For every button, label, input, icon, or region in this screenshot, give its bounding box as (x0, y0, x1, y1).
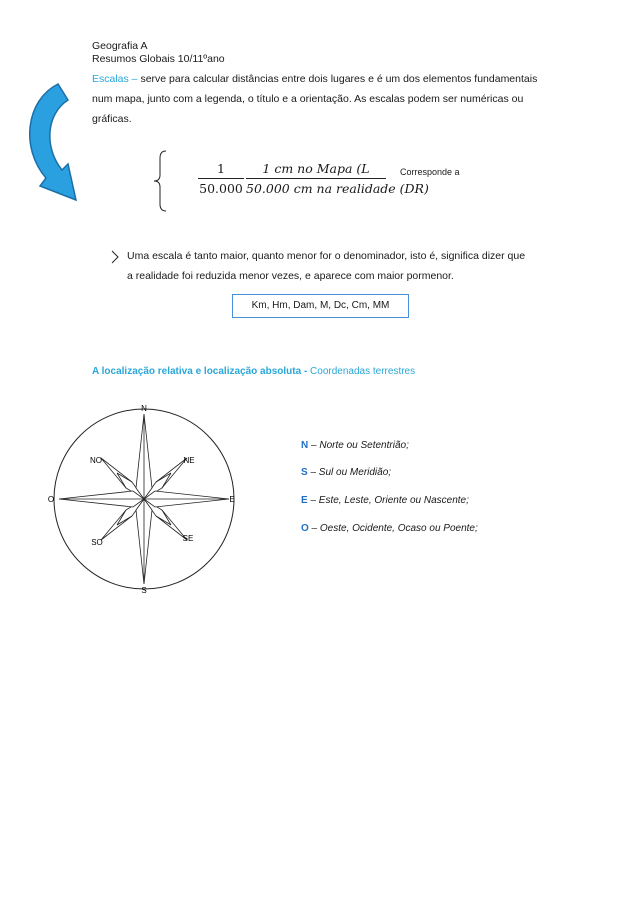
section-title-bold: A localização relativa e localização absoluta - (92, 366, 308, 377)
legend-key-e: E (301, 495, 308, 506)
fraction-right (246, 161, 429, 196)
legend-key-s: S (301, 467, 308, 478)
legend-text-n: – Norte ou Setentrião; (308, 440, 409, 451)
legend-item-n (301, 440, 409, 451)
section-title-rest: Coordenadas terrestres (307, 366, 416, 377)
legend-item-o (301, 523, 478, 534)
legend-text-s: – Sul ou Meridião; (307, 467, 392, 478)
formula-note: Corresponde a (400, 167, 460, 177)
legend-key-o: O (301, 523, 309, 534)
bullet-line2: a realidade foi reduzida menor vezes, e aparece com maior pormenor. (127, 270, 454, 282)
compass-label-no: NO (90, 456, 102, 465)
escalas-line2: num mapa, junto com a legenda, o título e a orientação. As escalas podem ser numéricas ou (92, 93, 524, 105)
compass-label-s: S (141, 586, 147, 595)
compass-label-e: E (229, 495, 235, 504)
fraction-left-numerator: 1 (217, 161, 225, 176)
header-subtitle: Resumos Globais 10/11ºano (92, 53, 225, 65)
fraction-left (198, 161, 244, 196)
compass-rose (44, 400, 244, 600)
compass-label-o: O (47, 495, 55, 504)
legend-text-e: – Este, Leste, Oriente ou Nascente; (307, 495, 469, 506)
compass-label-n: N (141, 404, 147, 413)
legend-item-s (301, 467, 391, 478)
section-title (92, 366, 415, 377)
escalas-line3: gráficas. (92, 113, 132, 125)
units-box: Km, Hm, Dam, M, Dc, Cm, MM (232, 294, 409, 318)
bullet-line1: Uma escala é tanto maior, quanto menor for o denominador, isto é, significa dizer que (127, 250, 526, 262)
fraction-right-numerator: 1 cm no Mapa (L (262, 161, 370, 176)
fraction-left-denominator: 50.000 (199, 181, 243, 196)
compass-label-se: SE (182, 534, 194, 543)
escalas-line1: serve para calcular distâncias entre dois lugares e é um dos elementos fundamentais (137, 73, 538, 85)
left-brace-icon (152, 150, 170, 212)
header-subject: Geografia A (92, 40, 148, 52)
escalas-term: Escalas – (92, 73, 138, 85)
fraction-right-denominator: 50.000 cm na realidade (DR) (246, 181, 429, 196)
curved-arrow-icon (18, 78, 88, 218)
legend-text-o: – Oeste, Ocidente, Ocaso ou Poente; (308, 523, 478, 534)
escalas-paragraph (92, 69, 552, 129)
compass-label-ne: NE (183, 456, 195, 465)
legend-item-e (301, 495, 469, 506)
bullet-chevron-icon (110, 250, 120, 264)
compass-label-so: SO (91, 538, 103, 547)
legend-key-n: N (301, 440, 309, 451)
bullet-paragraph (127, 246, 557, 286)
